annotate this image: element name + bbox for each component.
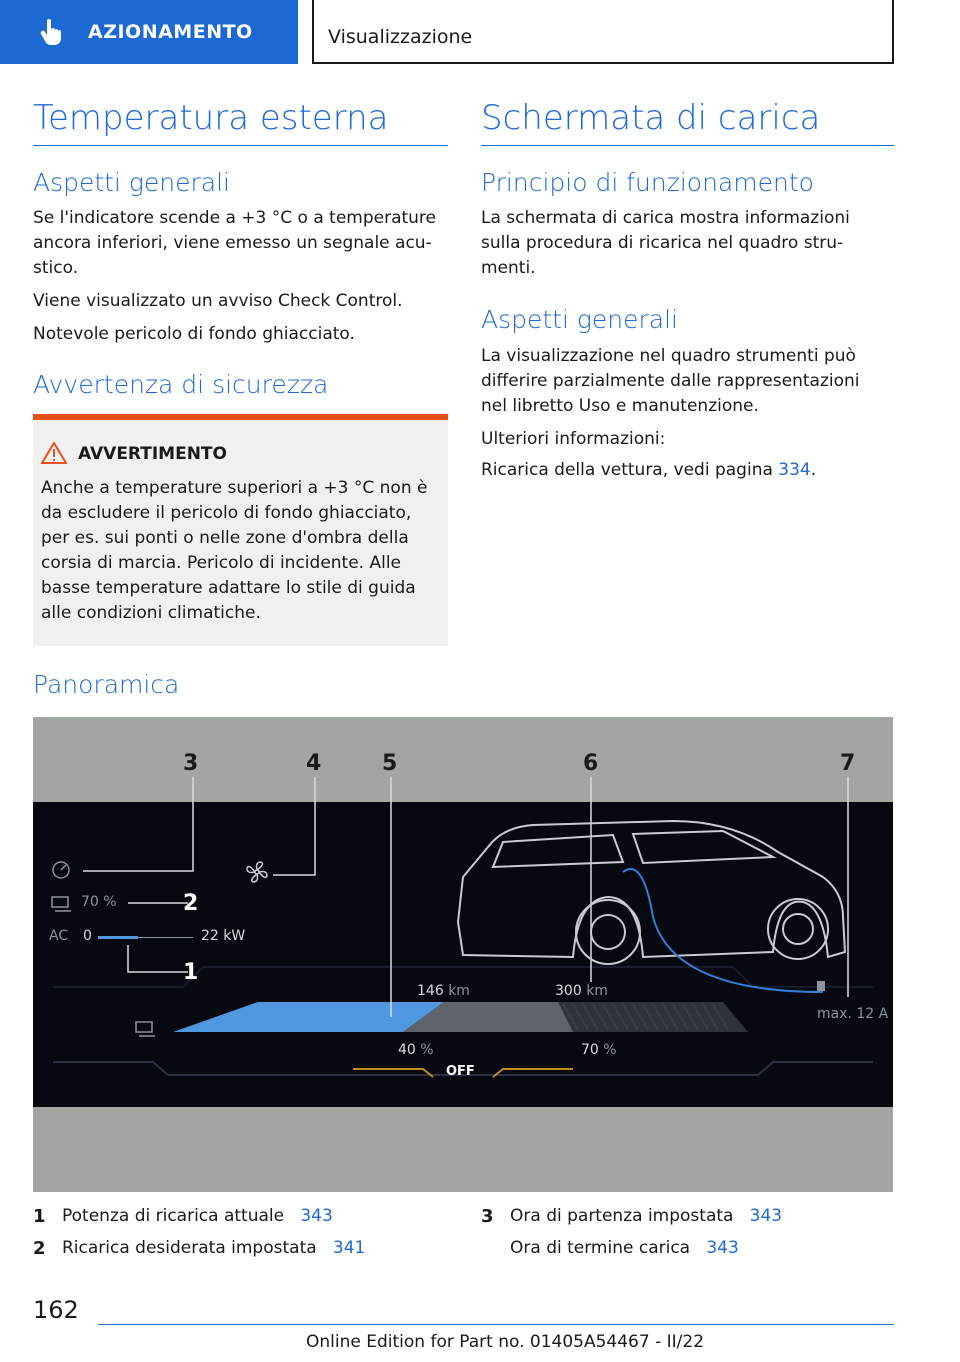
- paragraph-principle: La schermata di carica mostra informazioni sulla procedura di ricarica nel quadro stru-menti.: [481, 208, 850, 278]
- legend-item-1: [33, 1206, 46, 1227]
- heading-safety: Avvertenza di sicurezza: [33, 370, 329, 399]
- title-rule: [33, 145, 448, 146]
- reference-end: .: [810, 460, 817, 480]
- legend-label-3b: Ora di termine carica: [510, 1238, 691, 1258]
- callout-4: 4: [306, 751, 322, 776]
- footer-rule: [98, 1324, 894, 1325]
- soc-target-unit: %: [603, 1042, 617, 1058]
- legend-num-1: 1: [33, 1206, 46, 1227]
- legend-text-1: [62, 1206, 333, 1226]
- heading-principle: Principio di funzionamento: [481, 168, 814, 197]
- power-max-label: 22 kW: [201, 928, 246, 944]
- warning-bar: [33, 414, 448, 420]
- soc-current-value: 40: [398, 1042, 416, 1058]
- range-2-unit: km: [586, 983, 608, 999]
- paragraph-reference: [481, 458, 816, 483]
- page-number: 162: [33, 1296, 79, 1324]
- status-off-label: OFF: [446, 1064, 475, 1079]
- range-2-value: 300: [555, 983, 582, 999]
- legend-page-link-2[interactable]: 341: [332, 1238, 366, 1258]
- legend-page-link-1[interactable]: 343: [300, 1206, 333, 1226]
- battery-target-label: 70 %: [81, 894, 117, 910]
- title-rule-right: [481, 145, 894, 146]
- range-1-unit: km: [448, 983, 470, 999]
- paragraph-check-control: Viene visualizzato un avviso Check Control.: [33, 291, 403, 311]
- warning-box: [33, 414, 448, 646]
- paragraph-indicator: Se l'indicatore scende a +3 °C o a temperature ancora inferiori, viene emesso un segnale acu-stico.: [33, 208, 437, 278]
- warning-title: AVVERTIMENTO: [78, 444, 227, 464]
- reference-page-link[interactable]: 334: [778, 460, 811, 480]
- paragraph-display-differs: La visualizzazione nel quadro strumenti può differire parzialmente dalle rappresentazioni nel libretto Uso e manutenzione.: [481, 346, 860, 416]
- legend-text-2: [62, 1238, 365, 1258]
- heading-general-left: Aspetti generali: [33, 168, 230, 197]
- heading-overview: Panoramica: [33, 670, 180, 699]
- charging-display-graphic: [33, 717, 893, 1192]
- warning-triangle-icon: [41, 442, 67, 464]
- plug-icon: [817, 981, 825, 991]
- legend-page-link-3[interactable]: 343: [749, 1206, 783, 1226]
- power-bar-fill: [98, 936, 138, 939]
- paragraph-ice: Notevole pericolo di fondo ghiacciato.: [33, 324, 355, 344]
- callout-1: 1: [183, 960, 199, 985]
- ac-label: AC: [49, 928, 69, 944]
- legend-text-3: [510, 1206, 782, 1226]
- chapter-box: [312, 0, 894, 64]
- legend-page-link-3b[interactable]: 343: [706, 1238, 739, 1258]
- callout-2: 2: [183, 891, 199, 916]
- heading-general-right: Aspetti generali: [481, 305, 678, 334]
- section-title-charge-screen: Schermata di carica: [481, 98, 821, 138]
- section-title-temperature: Temperatura esterna: [33, 98, 389, 138]
- callout-3: 3: [183, 751, 199, 776]
- legend-item-2: [33, 1238, 46, 1259]
- range-2-label: [555, 983, 608, 999]
- section-tab[interactable]: [0, 0, 298, 64]
- callout-7: 7: [840, 751, 856, 776]
- legend-num-2: 2: [33, 1238, 46, 1259]
- hand-pointer-icon: [36, 17, 66, 47]
- legend-label-3: Ora di partenza impostata: [510, 1206, 734, 1226]
- section-label: AZIONAMENTO: [88, 21, 253, 43]
- legend-num-3: 3: [481, 1206, 494, 1227]
- legend-text-3b: [510, 1238, 739, 1258]
- soc-target-label: [581, 1042, 617, 1058]
- charge-bar-remaining: [558, 1002, 748, 1032]
- warning-text: Anche a temperature superiori a +3 °C non è da escludere il pericolo di fondo ghiacciato, per es. sui ponti o nelle zone d'ombra della corsia di marcia. Pericolo di incidente. Alle basse temperature adattare lo stile di guida alle condizioni climatiche.: [41, 478, 428, 623]
- chapter-label: Visualizzazione: [328, 26, 473, 48]
- legend-label-2: Ricarica desiderata impostata: [62, 1238, 317, 1258]
- soc-current-unit: %: [420, 1042, 434, 1058]
- range-1-label: [417, 983, 470, 999]
- callout-6: 6: [583, 751, 599, 776]
- charging-display-figure: [33, 717, 893, 1192]
- power-min-label: 0: [83, 928, 92, 944]
- callout-5: 5: [382, 751, 398, 776]
- footer-edition: Online Edition for Part no. 01405A54467 - II/22: [306, 1332, 705, 1352]
- range-1-value: 146: [417, 983, 444, 999]
- soc-current-label: [398, 1042, 434, 1058]
- legend-item-3: [481, 1206, 494, 1227]
- reference-text: Ricarica della vettura, vedi pagina: [481, 460, 779, 480]
- current-label: max. 12 A: [817, 1006, 889, 1022]
- legend-label-1: Potenza di ricarica attuale: [62, 1206, 285, 1226]
- soc-target-value: 70: [581, 1042, 599, 1058]
- paragraph-more-info: Ulteriori informazioni:: [481, 429, 666, 449]
